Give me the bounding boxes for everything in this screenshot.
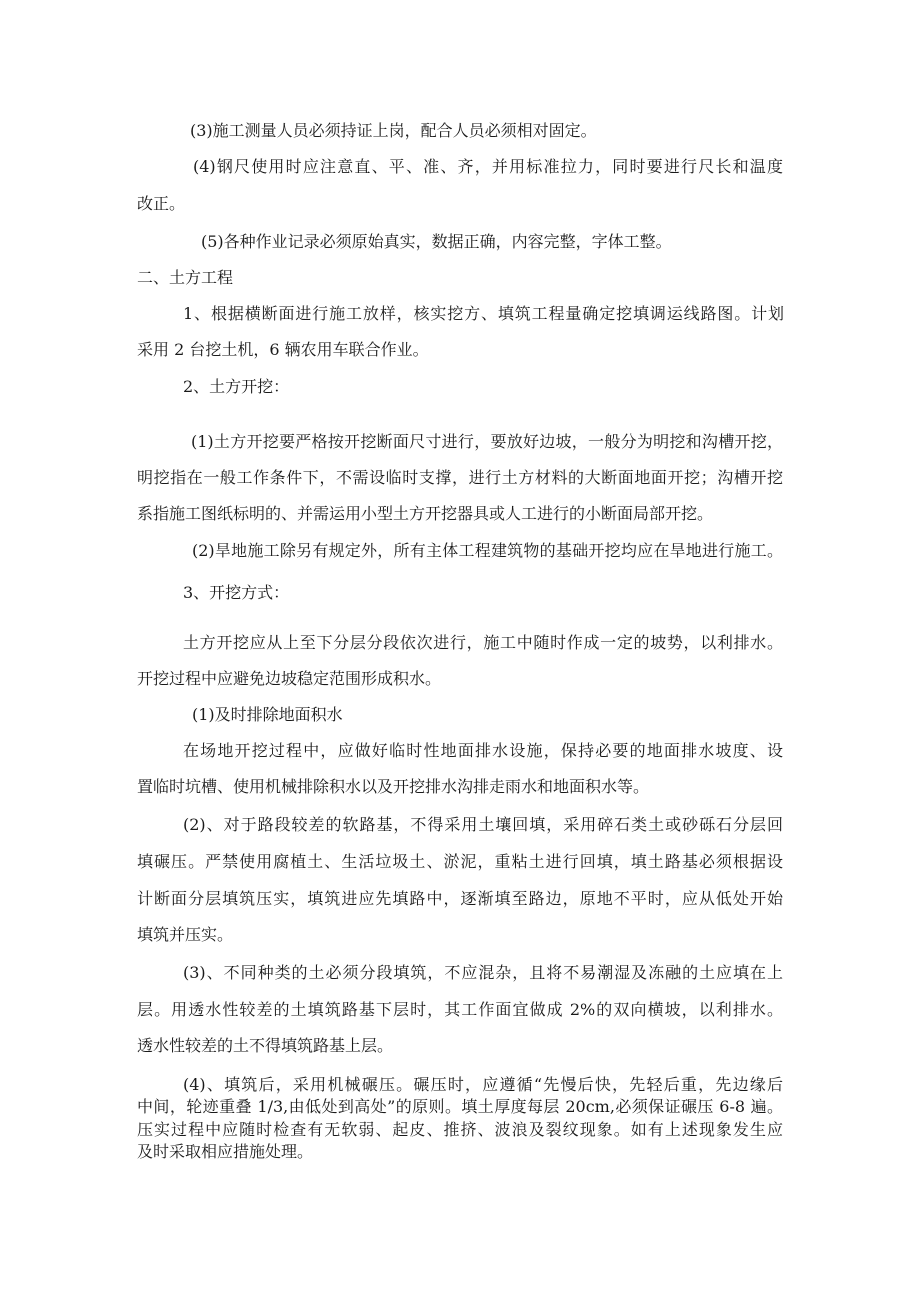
text-line: 土方开挖应从上至下分层分段依次进行，施工中随时作成一定的坡势，以利排水。 (183, 633, 783, 652)
text-line: (1)及时排除地面积水 (192, 705, 343, 724)
text-line: 改正。 (137, 194, 186, 213)
text-line: 中间，轮迹重叠 1/3,由低处到高处”的原则。填土厚度每层 20cm,必须保证碾压 6-8 遍。 (137, 1097, 783, 1116)
text-line: 层。用透水性较差的土填筑路基下层时，其工作面宜做成 2%的双向横坡，以利排水。 (137, 1000, 783, 1019)
text-line: 1、根据横断面进行施工放样，核实挖方、填筑工程量确定挖填调运线路图。计划 (183, 304, 784, 323)
text-line: 采用 2 台挖土机，6 辆农用车联合作业。 (137, 340, 429, 359)
text-line: (3)施工测量人员必须持证上岗，配合人员必须相对固定。 (190, 121, 597, 140)
text-line: (4)钢尺使用时应注意直、平、准、齐，并用标准拉力，同时要进行尺长和温度 (193, 157, 783, 176)
text-line: (3)、不同种类的土必须分段填筑，不应混杂，且将不易潮湿及冻融的土应填在上 (183, 963, 783, 982)
subsection-heading: 3、开挖方式： (183, 583, 290, 602)
text-line: 填筑并压实。 (137, 925, 234, 944)
text-line: 在场地开挖过程中，应做好临时性地面排水设施，保持必要的地面排水坡度、设 (183, 741, 783, 760)
text-line: (2)、对于路段较差的软路基，不得采用土壤回填，采用碎石类土或砂砾石分层回 (183, 815, 783, 834)
subsection-heading: 2、土方开挖： (183, 377, 290, 396)
text-line: (2)旱地施工除另有规定外，所有主体工程建筑物的基础开挖均应在旱地进行施工。 (192, 541, 783, 560)
text-line: 开挖过程中应避免边坡稳定范围形成积水。 (137, 669, 442, 688)
text-line: (1)土方开挖要严格按开挖断面尺寸进行，要放好边坡，一般分为明挖和沟槽开挖， (191, 432, 783, 451)
section-heading: 二、土方工程 (137, 268, 234, 287)
text-line: (4)、填筑后，采用机械碾压。碾压时，应遵循“先慢后快，先轻后重，先边缘后 (183, 1075, 783, 1094)
text-line: 置临时坑槽、使用机械排除积水以及开挖排水沟排走雨水和地面积水等。 (137, 777, 650, 796)
text-line: 透水性较差的土不得填筑路基上层。 (137, 1036, 394, 1055)
text-line: 计断面分层填筑压实，填筑进应先填路中，逐渐填至路边，原地不平时，应从低处开始 (137, 889, 783, 908)
text-line: 压实过程中应随时检查有无软弱、起皮、推挤、波浪及裂纹现象。如有上述现象发生应 (137, 1120, 783, 1139)
text-line: (5)各种作业记录必须原始真实，数据正确，内容完整，字体工整。 (201, 232, 672, 251)
text-line: 及时采取相应措施处理。 (137, 1142, 314, 1161)
text-line: 填碾压。严禁使用腐植土、生活垃圾土、淤泥，重粘土进行回填，填土路基必须根据设 (137, 852, 783, 871)
text-line: 明挖指在一般工作条件下，不需设临时支撑，进行土方材料的大断面地面开挖；沟槽开挖 (137, 468, 783, 487)
text-line: 系指施工图纸标明的、并需运用小型土方开挖器具或人工进行的小断面局部开挖。 (137, 504, 714, 523)
